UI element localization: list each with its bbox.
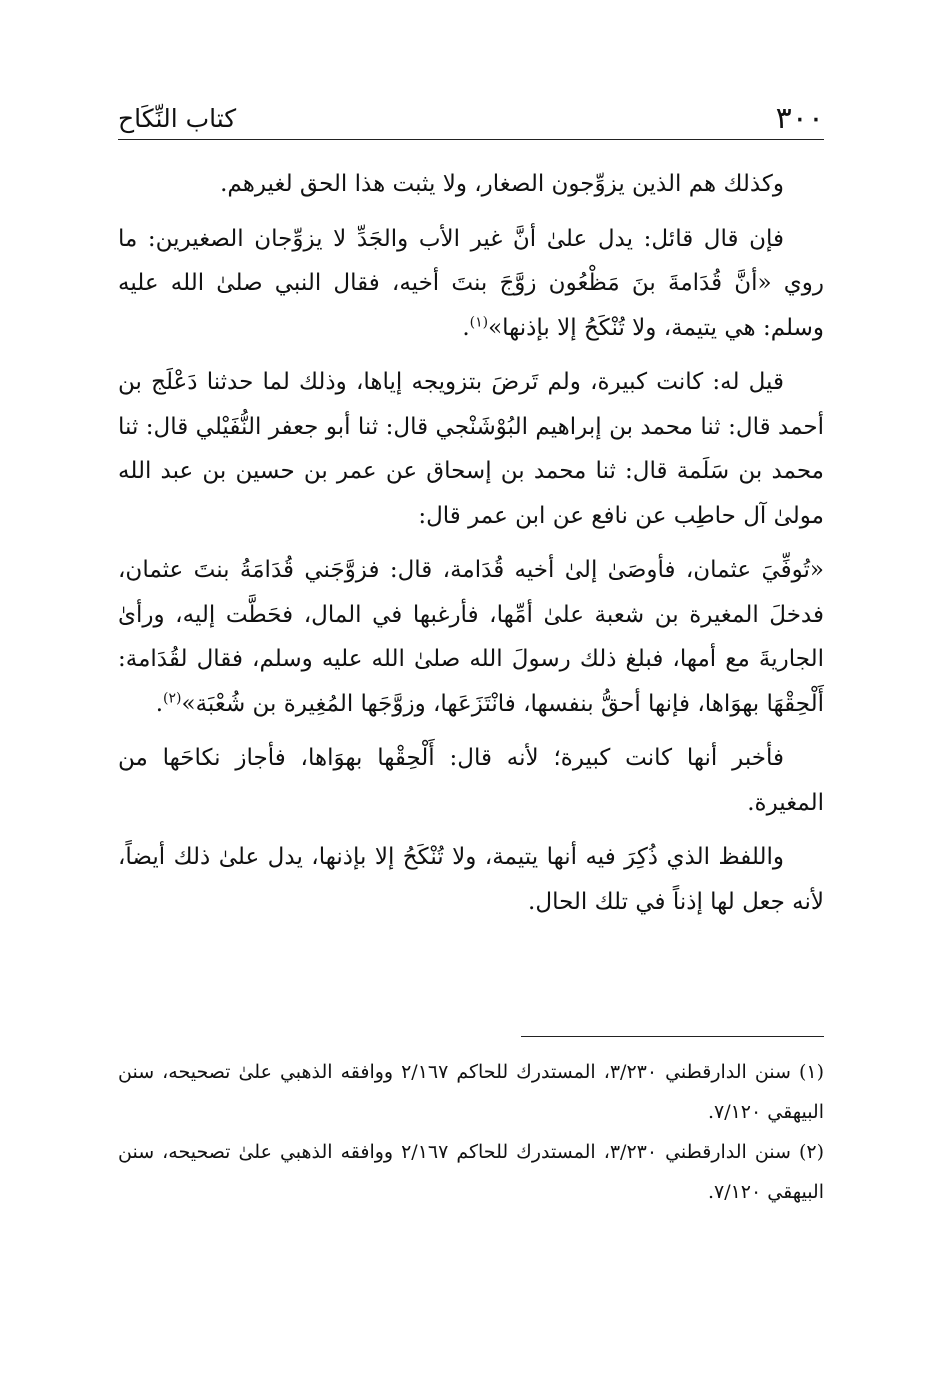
- main-text: [118, 162, 824, 924]
- paragraph-2: فإن قال قائل: يدل علىٰ أنَّ غير الأب والجَدِّ لا يزوِّجان الصغيرين: ما روي «أنَّ قُدَامةَ بنَ مَظْعُون زوَّجَ بنتَ أخيه، فقال النبي صلىٰ الله عليه وسلم: هي يتيمة، ولا تُنْكَحُ إلا بإذنها»$^{(١)}$.: [118, 225, 824, 341]
- footnotes: [118, 1052, 824, 1212]
- footnote-ref-2[interactable]: (٢): [163, 689, 182, 706]
- paragraph-5: فأخبر أنها كانت كبيرة؛ لأنه قال: أَلْحِقْها بهوَاها، فأجاز نكاحَها من المغيرة.: [118, 745, 824, 816]
- page-header: [118, 92, 824, 138]
- page-number: ٣٠٠: [775, 101, 824, 136]
- header-divider: [118, 139, 824, 140]
- footnote-divider: [521, 1036, 824, 1037]
- hadith-quote: «تُوفِّيَ عثمان، فأوصَىٰ إلىٰ أخيه قُدَامة، قال: فزوَّجَني قُدَامَةُ بنتَ عثمان، فدخلَ المغيرة بن شعبة علىٰ أمِّها، فأرغبها في المال، فحَطَّت إليه، ورأىٰ الجاريةَ مع أمها، فبلغ ذلك رسولَ الله صلىٰ الله عليه وسلم، فقال لقُدَامة: أَلْحِقْهَا بهوَاها، فإنها أحقُّ بنفسها، فانْتَزَعَها، وزوَّجَها المُغِيرة بن شُعْبَة»$^{(٢)}$.: [118, 557, 824, 717]
- paragraph-6: واللفظ الذي ذُكِرَ فيه أنها يتيمة، ولا تُنْكَحُ إلا بإذنها، يدل علىٰ ذلك أيضاً، لأنه جعل لها إذناً في تلك الحال.: [118, 844, 824, 915]
- footnote-2: (٢) سنن الدارقطني ٣/٢٣٠، المستدرك للحاكم ٢/١٦٧ ووافقه الذهبي علىٰ تصحيحه، سنن البيهقي ٧/١٢٠.: [118, 1141, 824, 1203]
- running-title: كتاب النِّكَاح: [118, 104, 237, 133]
- footnote-1: (١) سنن الدارقطني ٣/٢٣٠، المستدرك للحاكم ٢/١٦٧ ووافقه الذهبي علىٰ تصحيحه، سنن البيهقي ٧/١٢٠.: [118, 1061, 824, 1123]
- paragraph-1: وكذلك هم الذين يزوِّجون الصغار، ولا يثبت هذا الحق لغيرهم.: [220, 171, 784, 197]
- paragraph-3: قيل له: كانت كبيرة، ولم تَرضَ بتزويجه إياها، وذلك لما حدثنا دَعْلَج بن أحمد قال: ثنا محمد بن إبراهيم البُوْشَنْجي قال: ثنا أبو جعفر النُّفَيْلي قال: ثنا محمد بن سَلَمة قال: ثنا محمد بن إسحاق عن عمر بن حسين بن عبد الله مولىٰ آل حاطِب عن نافع عن ابن عمر قال:: [118, 369, 824, 529]
- footnote-ref-1[interactable]: (١): [469, 313, 489, 330]
